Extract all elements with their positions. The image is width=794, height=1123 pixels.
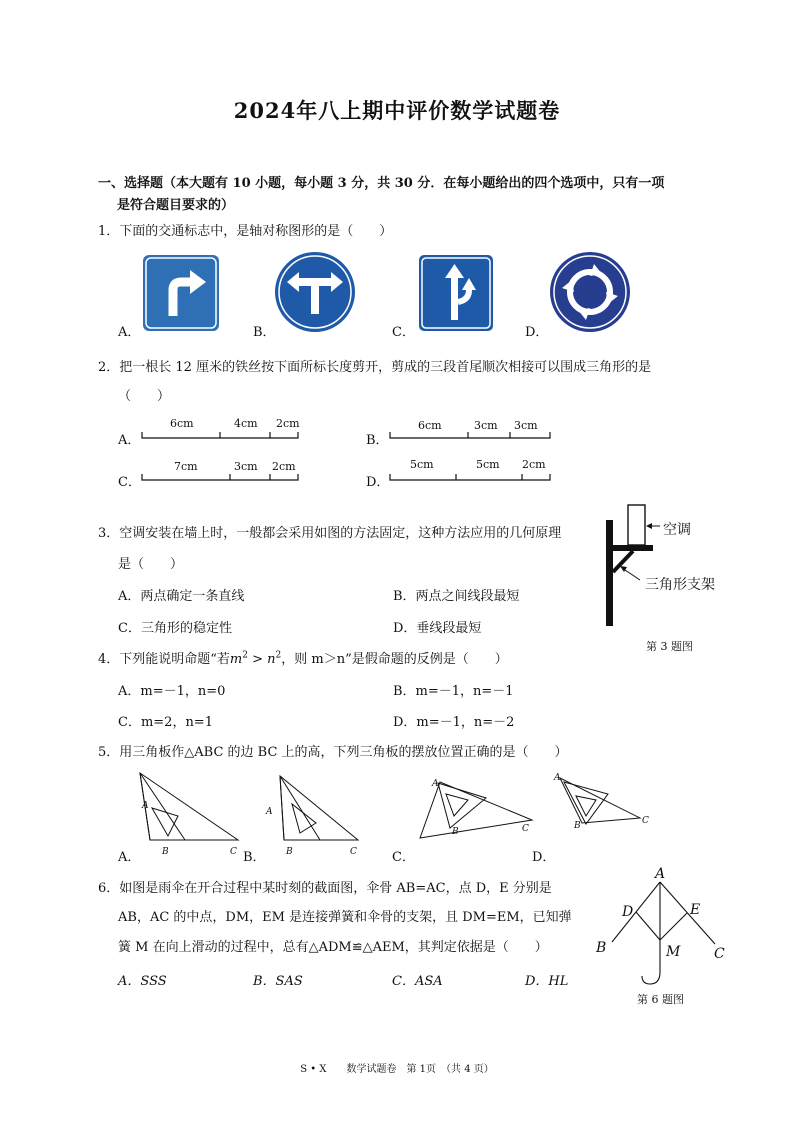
q4-option-a: A．m=－1，n=0: [118, 684, 226, 699]
q3-option-b: B．两点之间线段最短: [393, 589, 520, 604]
q4-stem-b: ，则 m＞n”是假命题的反例是（ ）: [281, 652, 508, 667]
svg-text:C: C: [714, 946, 725, 962]
page-title: 2024年八上期中评价数学试题卷: [233, 98, 561, 123]
q6-line2: AB，AC 的中点，DM，EM 是连接弹簧和伞骨的支架，且 DM=EM，已知弹: [118, 910, 572, 925]
q1-option-c: C．: [392, 325, 415, 340]
q3-option-d: D．垂线段最短: [393, 621, 482, 636]
q2-a-seg1: 6cm: [170, 417, 194, 430]
q5-stem: 5．用三角板作△ABC 的边 BC 上的高，下列三角板的摆放位置正确的是（ ）: [98, 745, 568, 760]
q1-signs: [140, 250, 640, 335]
page-footer: S • X 数学试题卷 第 1页 （共 4 页）: [300, 1064, 494, 1075]
svg-text:A: A: [554, 773, 561, 783]
section-header-line1: 一、选择题（本大题有 10 小题，每小题 3 分，共 30 分．在每小题给出的四个选项中，只有一项: [98, 176, 665, 191]
q4-stem: 4．下列能说明命题“若$m^2 > n^2$，则 m＞n”是假命题的反例是（ ）: [98, 650, 508, 667]
q6-option-b: B．SAS: [253, 974, 303, 989]
q3-stem2: 是（ ）: [118, 557, 184, 572]
q4-option-c: C．m=2，n=1: [118, 715, 213, 730]
q2-a-seg3: 2cm: [276, 417, 300, 430]
q2-c-seg2: 3cm: [234, 460, 258, 473]
q2-b-seg3: 3cm: [514, 419, 538, 432]
q3-option-a: A．两点确定一条直线: [118, 589, 245, 604]
svg-text:A: A: [655, 866, 666, 882]
q3-stem: 3．空调安装在墙上时，一般都会采用如图的方法固定，这种方法应用的几何原理: [98, 526, 562, 541]
q4-option-d: D．m=－1，n=－2: [393, 715, 515, 730]
q6-caption: 第 6 题图: [637, 993, 684, 1006]
q5-option-d: D．: [532, 850, 556, 865]
q6-option-c: C．ASA: [392, 974, 443, 989]
q2-b-seg2: 3cm: [474, 419, 498, 432]
q1-option-d: D．: [525, 325, 549, 340]
q2-stem: 2．把一根长 12 厘米的铁丝按下面所标长度剪开，剪成的三段首尾顺次相接可以围成三角形的是: [98, 360, 652, 375]
q4-stem-a: 4．下列能说明命题“若: [98, 652, 230, 667]
svg-text:B: B: [286, 847, 293, 857]
svg-text:C: C: [350, 847, 357, 857]
sign-d-icon: [550, 252, 630, 332]
q5-option-a: A．: [118, 850, 141, 865]
q1-stem: 1．下面的交通标志中，是轴对称图形的是（ ）: [98, 224, 393, 239]
q5-option-c: C．: [392, 850, 415, 865]
q2-segments: [140, 412, 560, 492]
q2-d-seg1: 5cm: [410, 458, 434, 471]
svg-text:C: C: [642, 816, 649, 826]
svg-text:A: A: [142, 801, 149, 811]
q1-option-a: A．: [118, 325, 141, 340]
q2-b-seg1: 6cm: [418, 419, 442, 432]
q2-paren: （ ）: [118, 389, 171, 404]
q2-option-c-letter: C．: [118, 475, 141, 490]
q6-option-a: A．SSS: [118, 974, 167, 989]
q2-a-seg2: 4cm: [234, 417, 258, 430]
section-header-line2: 是符合题目要求的）: [117, 198, 235, 213]
q6-line3: 簧 M 在向上滑动的过程中，总有△ADM≌△AEM，其判定依据是（ ）: [118, 940, 548, 955]
q3-figure: [600, 500, 720, 630]
svg-text:B: B: [452, 827, 459, 837]
q3-option-c: C．三角形的稳定性: [118, 621, 232, 636]
svg-text:B: B: [162, 847, 169, 857]
q2-d-seg3: 2cm: [522, 458, 546, 471]
q2-option-a-letter: A．: [118, 433, 141, 448]
q4-option-b: B．m=－1，n=－1: [393, 684, 514, 699]
q2-c-seg3: 2cm: [272, 460, 296, 473]
q5-option-b: B．: [243, 850, 266, 865]
svg-text:B: B: [574, 821, 581, 831]
q3-label-bracket: 三角形支架: [645, 577, 715, 593]
sign-b-icon: [275, 252, 355, 332]
q2-c-seg1: 7cm: [174, 460, 198, 473]
svg-text:C: C: [230, 847, 237, 857]
svg-text:E: E: [690, 902, 701, 918]
q3-caption: 第 3 题图: [646, 640, 693, 653]
sign-a-icon: [143, 255, 219, 331]
q6-option-d: D．HL: [525, 974, 569, 989]
svg-text:B: B: [596, 940, 607, 956]
q2-option-b-letter: B．: [366, 433, 389, 448]
q6-line1: 6．如图是雨伞在开合过程中某时刻的截面图，伞骨 AB=AC，点 D，E 分别是: [98, 881, 552, 896]
svg-text:A: A: [266, 807, 273, 817]
q6-umbrella-figure: [590, 862, 730, 990]
svg-text:D: D: [622, 904, 634, 920]
sign-c-icon: [419, 255, 493, 331]
q1-option-b: B．: [253, 325, 276, 340]
svg-text:A: A: [432, 779, 439, 789]
q3-label-ac: 空调: [663, 522, 691, 538]
q2-d-seg2: 5cm: [476, 458, 500, 471]
q2-option-d-letter: D．: [366, 475, 390, 490]
svg-text:C: C: [522, 824, 529, 834]
svg-text:M: M: [666, 944, 681, 960]
